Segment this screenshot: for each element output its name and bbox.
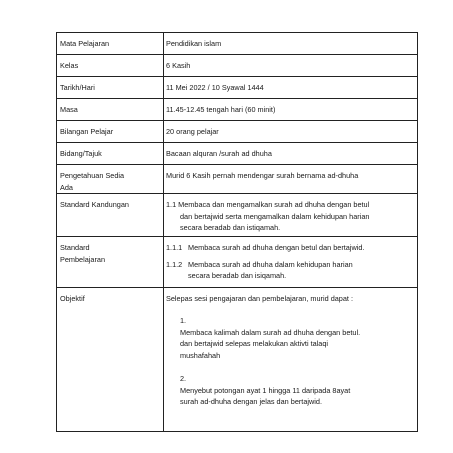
label-standard-pembelajaran [57,237,164,288]
sp-item-text-cont: secara beradab dan isiqamah. [188,271,287,280]
label-mata-pelajaran: Mata Pelajaran [57,33,164,55]
row-standard-pembelajaran [57,237,418,288]
objektif-line: Membaca kalimah dalam surah ad dhuha dengan betul. [180,327,361,337]
value-masa: 11.45-12.45 tengah hari (60 minit) [164,99,418,121]
row-masa [57,99,418,121]
objektif-item-number: 1. [180,316,187,325]
objektif-item-text [180,385,410,408]
objektif-intro: Selepas sesi pengajaran dan pembelajaran, murid dapat : [166,293,354,303]
row-pengetahuan-sedia-ada [57,165,418,194]
objektif-line: surah ad-dhuha dengan jelas dan bertajwid. [180,397,322,406]
label-objektif: Objektif [57,287,164,431]
value-standard-kandungan [164,194,418,237]
objektif-item [180,373,417,408]
label-bilangan-pelajar: Bilangan Pelajar [57,121,164,143]
row-objektif [57,287,418,431]
objektif-item-text [180,327,410,362]
value-kelas: 6 Kasih [164,55,418,77]
value-mata-pelajaran: Pendidikan islam [164,33,418,55]
sp-item-number: 1.1.1 [166,243,183,252]
sk-line: 1.1 Membaca dan mengamalkan surah ad dhuha dengan betul [166,200,370,209]
sk-line: dan bertajwid serta mengamalkan dalam kehidupan harian [180,211,370,221]
row-bilangan-pelajar [57,121,418,143]
objektif-line: dan bertajwid selepas melakukan aktivti talaqi [180,339,329,348]
sp-item-text: Membaca surah ad dhuha dalam kehidupan harian [188,259,353,269]
value-bidang-tajuk: Bacaan alquran /surah ad dhuha [164,143,418,165]
row-standard-kandungan [57,194,418,237]
label-line: Pengetahuan Sedia [60,171,125,180]
objektif-item [180,315,417,361]
value-pengetahuan-sedia-ada: Murid 6 Kasih pernah mendengar surah bernama ad-dhuha [164,165,418,194]
row-tarikh-hari [57,77,418,99]
objektif-item-number: 2. [180,374,187,383]
sp-item-text: Membaca surah ad dhuha dengan betul dan bertajwid. [188,243,365,252]
value-tarikh-hari: 11 Mei 2022 / 10 Syawal 1444 [164,77,418,99]
sp-item-number: 1.1.2 [166,259,183,269]
row-bidang-tajuk [57,143,418,165]
value-objektif [164,287,418,431]
label-line: Standard [60,243,90,252]
label-pengetahuan-sedia-ada [57,165,164,194]
label-standard-kandungan: Standard Kandungan [57,194,164,237]
label-kelas: Kelas [57,55,164,77]
value-standard-pembelajaran [164,237,418,288]
label-line: Pembelajaran [60,254,106,264]
objektif-line: mushafahah [180,350,221,360]
sk-line: secara beradab dan istiqamah. [180,223,281,232]
row-kelas [57,55,418,77]
value-bilangan-pelajar: 20 orang pelajar [164,121,418,143]
label-tarikh-hari: Tarikh/Hari [57,77,164,99]
sp-item [166,259,417,282]
row-mata-pelajaran [57,33,418,55]
label-masa: Masa [57,99,164,121]
objektif-line: Menyebut potongan ayat 1 hingga 11 daripada 8ayat [180,385,351,395]
sp-item [166,242,417,254]
lesson-plan-table [56,32,418,432]
label-bidang-tajuk: Bidang/Tajuk [57,143,164,165]
label-line: Ada [60,182,73,192]
